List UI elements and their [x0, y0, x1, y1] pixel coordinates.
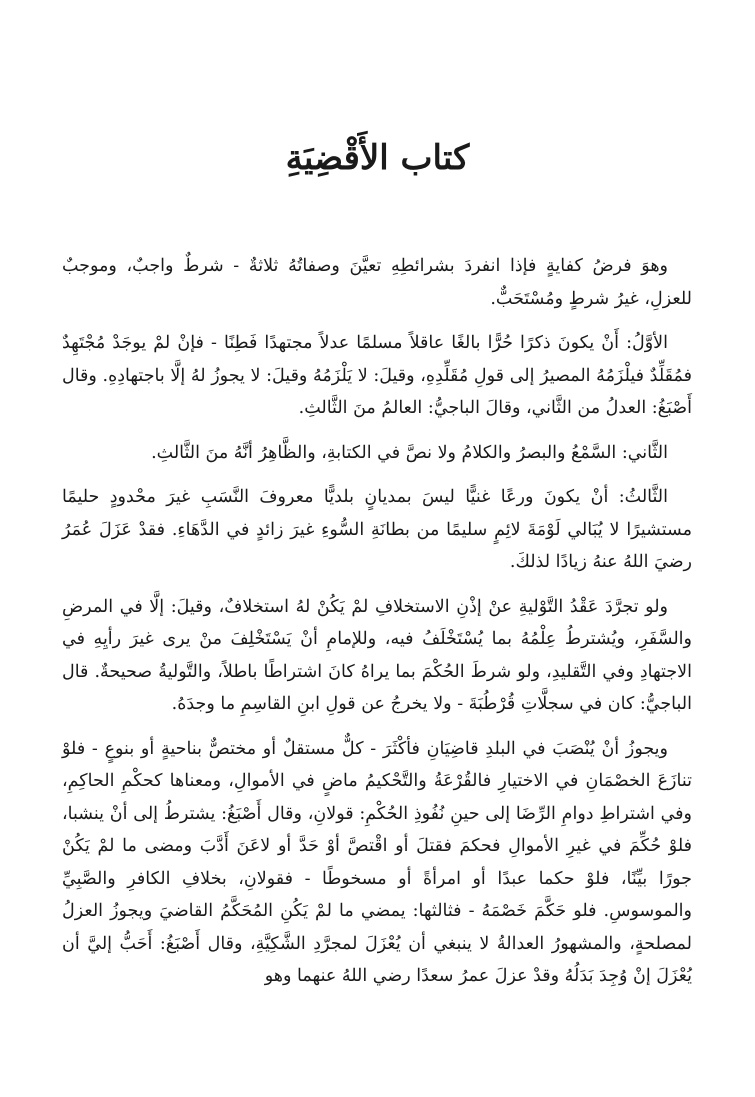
paragraph: الثَّالثُ: أنْ يكونَ ورعًا غنيًّا ليسَ بمديانٍ بلديًّا معروفَ النَّسَبِ غيرَ محْدودٍ حليمًا مستشيرًا لا يُبَالي لَوْمَةَ لائِمٍ سليمًا من بطانَةِ السُّوءِ غيرَ زائدٍ في الدَّهَاءِ. فقدْ عَزَلَ عُمَرُ رضيَ اللهُ عنهُ زيادًا لذلكَ. [62, 487, 692, 572]
chapter-title: كتاب الأَقْضِيَةِ [285, 138, 470, 178]
paragraph: وهوَ فرضُ كفايةٍ فإذا انفردَ بشرائطِهِ تعيَّنَ وصفاتُهُ ثلاثةٌ - شرطٌ واجبٌ، وموجبٌ للعزلِ، غيرُ شرطٍ ومُسْتَحَبٌّ. [62, 256, 692, 309]
body-text [62, 250, 692, 1005]
paragraph: ولو تجرَّدَ عَقْدُ التَّوْليةِ عنْ إذْنِ الاستخلافِ لمْ يَكُنْ لهُ استخلافٌ، وقيلَ: إلَّا في المرضِ والسَّفَرِ، ويُشترطُ عِلْمُهُ بما يُسْتَخْلَفُ فيه، وللإمامِ أنْ يَسْتَخْلِفَ منْ يرى غيرَ رأيِهِ في الاجتهادِ وفي التَّقليدِ، ولو شرطَ الحُكْمَ بما يراهُ كانَ اشتراطًا باطلاً، والتَّوليةُ صحيحةٌ. قال الباجيُّ: كان في سجلَّاتِ قُرْطُبَةَ - ولا يخرجُ عن قولِ ابنِ القاسِمِ ما وجدَهُ. [62, 596, 692, 714]
paragraph: ويجوزُ أنْ يُنْصَبَ في البلدِ قاضِيَانِ فأكْثَرَ - كلٌّ مستقلٌ أو مختصٌّ بناحيةٍ أو بنوعٍ - فلوْ تنازَعَ الخصْمَانِ في الاختيارِ فالقُرْعَةُ والتَّحْكيمُ ماضٍ في الأموالِ، ومعناها كحكْمِ الحاكِمِ، وفي اشتراطِ دوامِ الرِّضَا إلى حينِ نُفُوذِ الحُكْمِ: قولانِ، وقال أَصْبَغُ: يشترطُ إلى أنْ ينشبا، فلوْ حُكِّمَ في غيرِ الأموالِ فحكمَ فقتلَ أو اقْتصَّ أوْ حَدَّ أو لاعَنَ أَدَّبَ ومضى ما لمْ يَكُنْ جورًا بيِّنًا، فلوْ حكما عبدًا أو امرأةً أو مسخوطًا - فقولانِ، بخلافِ الكافرِ والصَّبِيِّ والموسوسِ. فلو حَكَّمَ خَصْمَهُ - فثالثها: يمضي ما لمْ يَكُنِ المُحَكَّمُ القاضيَ ويجوزُ العزلُ لمصلحةٍ، والمشهورُ العدالةُ لا ينبغي أن يُعْزَلَ لمجرَّدِ الشَّكِيَّةِ، وقال أَصْبَغُ: أَحَبُّ إليَّ أن يُعْزَلَ إنْ وُجِدَ بَدَلُهُ وقدْ عزلَ عمرُ سعدًا رضي اللهُ عنهما وهو [62, 738, 692, 986]
paragraph: الثَّاني: السَّمْعُ والبصرُ والكلامُ ولا نصَّ في الكتابةِ، والظَّاهِرُ أنَّهُ منَ الثَّالثِ. [151, 442, 668, 463]
paragraph: الأوَّلُ: أَنْ يكونَ ذكرًا حُرًّا بالغًا عاقلاً مسلمًا عدلاً مجتهدًا فَطِنًا - فإنْ لمْ يوجَدْ مُجْتَهِدٌ فمُقَلِّدٌ فيلْزَمُهُ المصيرُ إلى قولِ مُقَلِّدِهِ، وقيلَ: لا يَلْزَمُهُ وقيلَ: لا يجوزُ لهُ إلَّا باجتهادِهِ. وقال أَصْبَغُ: العدلُ من الثَّاني، وقالَ الباجيُّ: العالمُ منَ الثَّالثِ. [62, 333, 692, 418]
